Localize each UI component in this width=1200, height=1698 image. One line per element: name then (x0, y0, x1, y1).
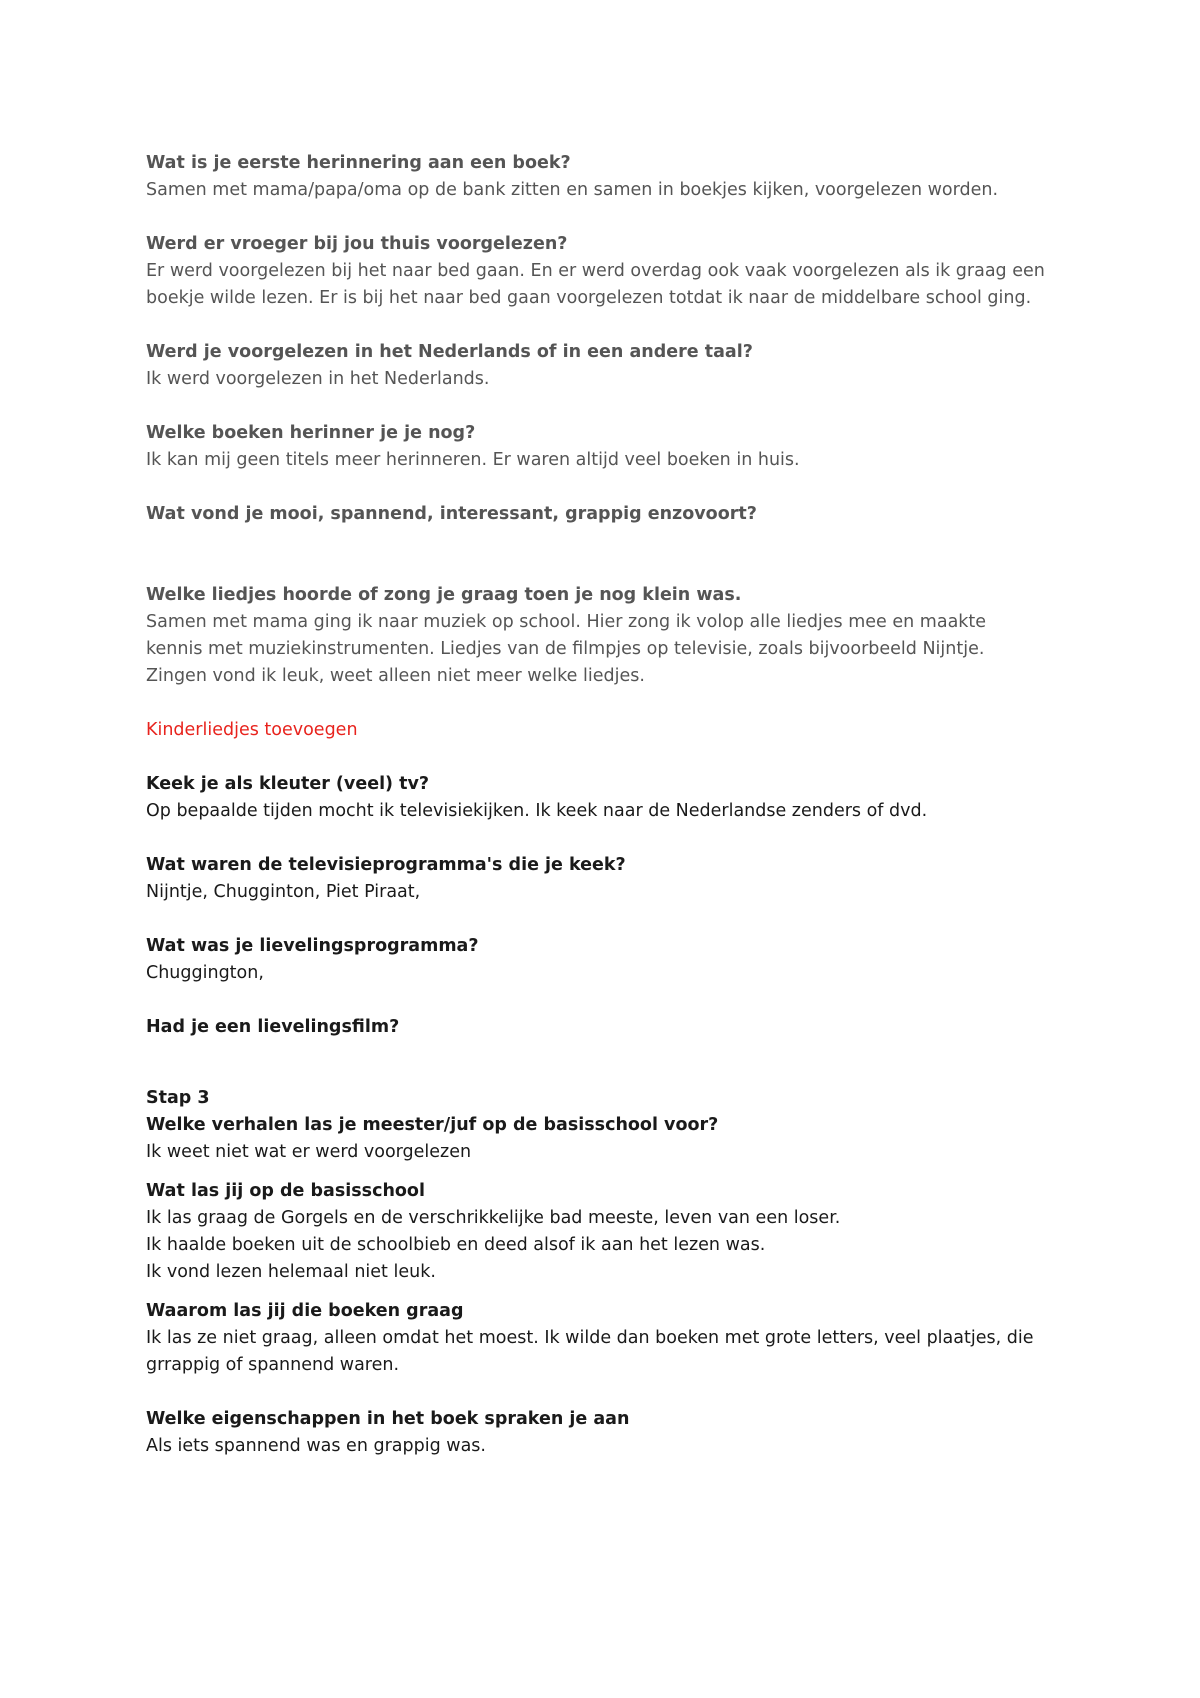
question-heading: Waarom las jij die boeken graag (146, 1301, 464, 1321)
question-heading: Welke verhalen las je meester/juf op de basisschool voor? (146, 1115, 719, 1135)
answer-text: Ik weet niet wat er werd voorgelezen (146, 1142, 472, 1162)
answer-text: Er werd voorgelezen bij het naar bed gaan. En er werd overdag ook vaak voorgelezen als ik graag een (146, 261, 1045, 281)
question-heading: Werd je voorgelezen in het Nederlands of in een andere taal? (146, 342, 753, 362)
answer-text: Op bepaalde tijden mocht ik televisiekijken. Ik keek naar de Nederlandse zenders of dvd. (146, 801, 928, 821)
question-heading: Wat waren de televisieprogramma's die je keek? (146, 855, 626, 875)
red-note: Kinderliedjes toevoegen (146, 720, 358, 740)
document-page (146, 150, 1076, 1460)
note-block (146, 717, 1076, 744)
qa-block (146, 150, 1076, 204)
question-heading: Had je een lievelingsfilm? (146, 1017, 400, 1037)
qa-block (146, 1298, 1076, 1379)
question-heading: Wat was je lievelingsprogramma? (146, 936, 479, 956)
question-heading: Keek je als kleuter (veel) tv? (146, 774, 430, 794)
qa-block (146, 1085, 1076, 1166)
question-heading: Welke liedjes hoorde of zong je graag toen je nog klein was. (146, 585, 742, 605)
answer-text: Ik kan mij geen titels meer herinneren. Er waren altijd veel boeken in huis. (146, 450, 800, 470)
answer-text: Als iets spannend was en grappig was. (146, 1436, 486, 1456)
qa-block (146, 852, 1076, 906)
qa-block (146, 1406, 1076, 1460)
answer-text: kennis met muziekinstrumenten. Liedjes van de filmpjes op televisie, zoals bijvoorbeeld Nijntje. (146, 639, 985, 659)
qa-block (146, 1178, 1076, 1286)
question-heading: Welke boeken herinner je je nog? (146, 423, 476, 443)
answer-text: Ik haalde boeken uit de schoolbieb en deed alsof ik aan het lezen was. (146, 1235, 766, 1255)
qa-block (146, 1014, 1076, 1041)
qa-block (146, 501, 1076, 528)
question-heading: Wat vond je mooi, spannend, interessant, grappig enzovoort? (146, 504, 757, 524)
section-heading: Stap 3 (146, 1088, 210, 1108)
answer-text: Ik vond lezen helemaal niet leuk. (146, 1262, 436, 1282)
question-heading: Welke eigenschappen in het boek spraken je aan (146, 1409, 630, 1429)
answer-text: Ik las ze niet graag, alleen omdat het moest. Ik wilde dan boeken met grote letters, veel plaatjes, die (146, 1328, 1034, 1348)
qa-block (146, 231, 1076, 312)
answer-text: boekje wilde lezen. Er is bij het naar bed gaan voorgelezen totdat ik naar de middelbare school ging. (146, 288, 1032, 308)
answer-text: Nijntje, Chugginton, Piet Piraat, (146, 882, 421, 902)
question-heading: Wat is je eerste herinnering aan een boek? (146, 153, 571, 173)
qa-block (146, 771, 1076, 825)
qa-block (146, 933, 1076, 987)
answer-text: Ik las graag de Gorgels en de verschrikkelijke bad meeste, leven van een loser. (146, 1208, 841, 1228)
answer-text: Chuggington, (146, 963, 264, 983)
answer-text: Zingen vond ik leuk, weet alleen niet meer welke liedjes. (146, 666, 645, 686)
question-heading: Werd er vroeger bij jou thuis voorgelezen? (146, 234, 568, 254)
answer-text: Ik werd voorgelezen in het Nederlands. (146, 369, 490, 389)
answer-text: Samen met mama/papa/oma op de bank zitten en samen in boekjes kijken, voorgelezen worden. (146, 180, 999, 200)
answer-text: Samen met mama ging ik naar muziek op school. Hier zong ik volop alle liedjes mee en maakte (146, 612, 987, 632)
qa-block (146, 582, 1076, 690)
answer-text: grrappig of spannend waren. (146, 1355, 400, 1375)
qa-block (146, 420, 1076, 474)
question-heading: Wat las jij op de basisschool (146, 1181, 425, 1201)
qa-block (146, 339, 1076, 393)
